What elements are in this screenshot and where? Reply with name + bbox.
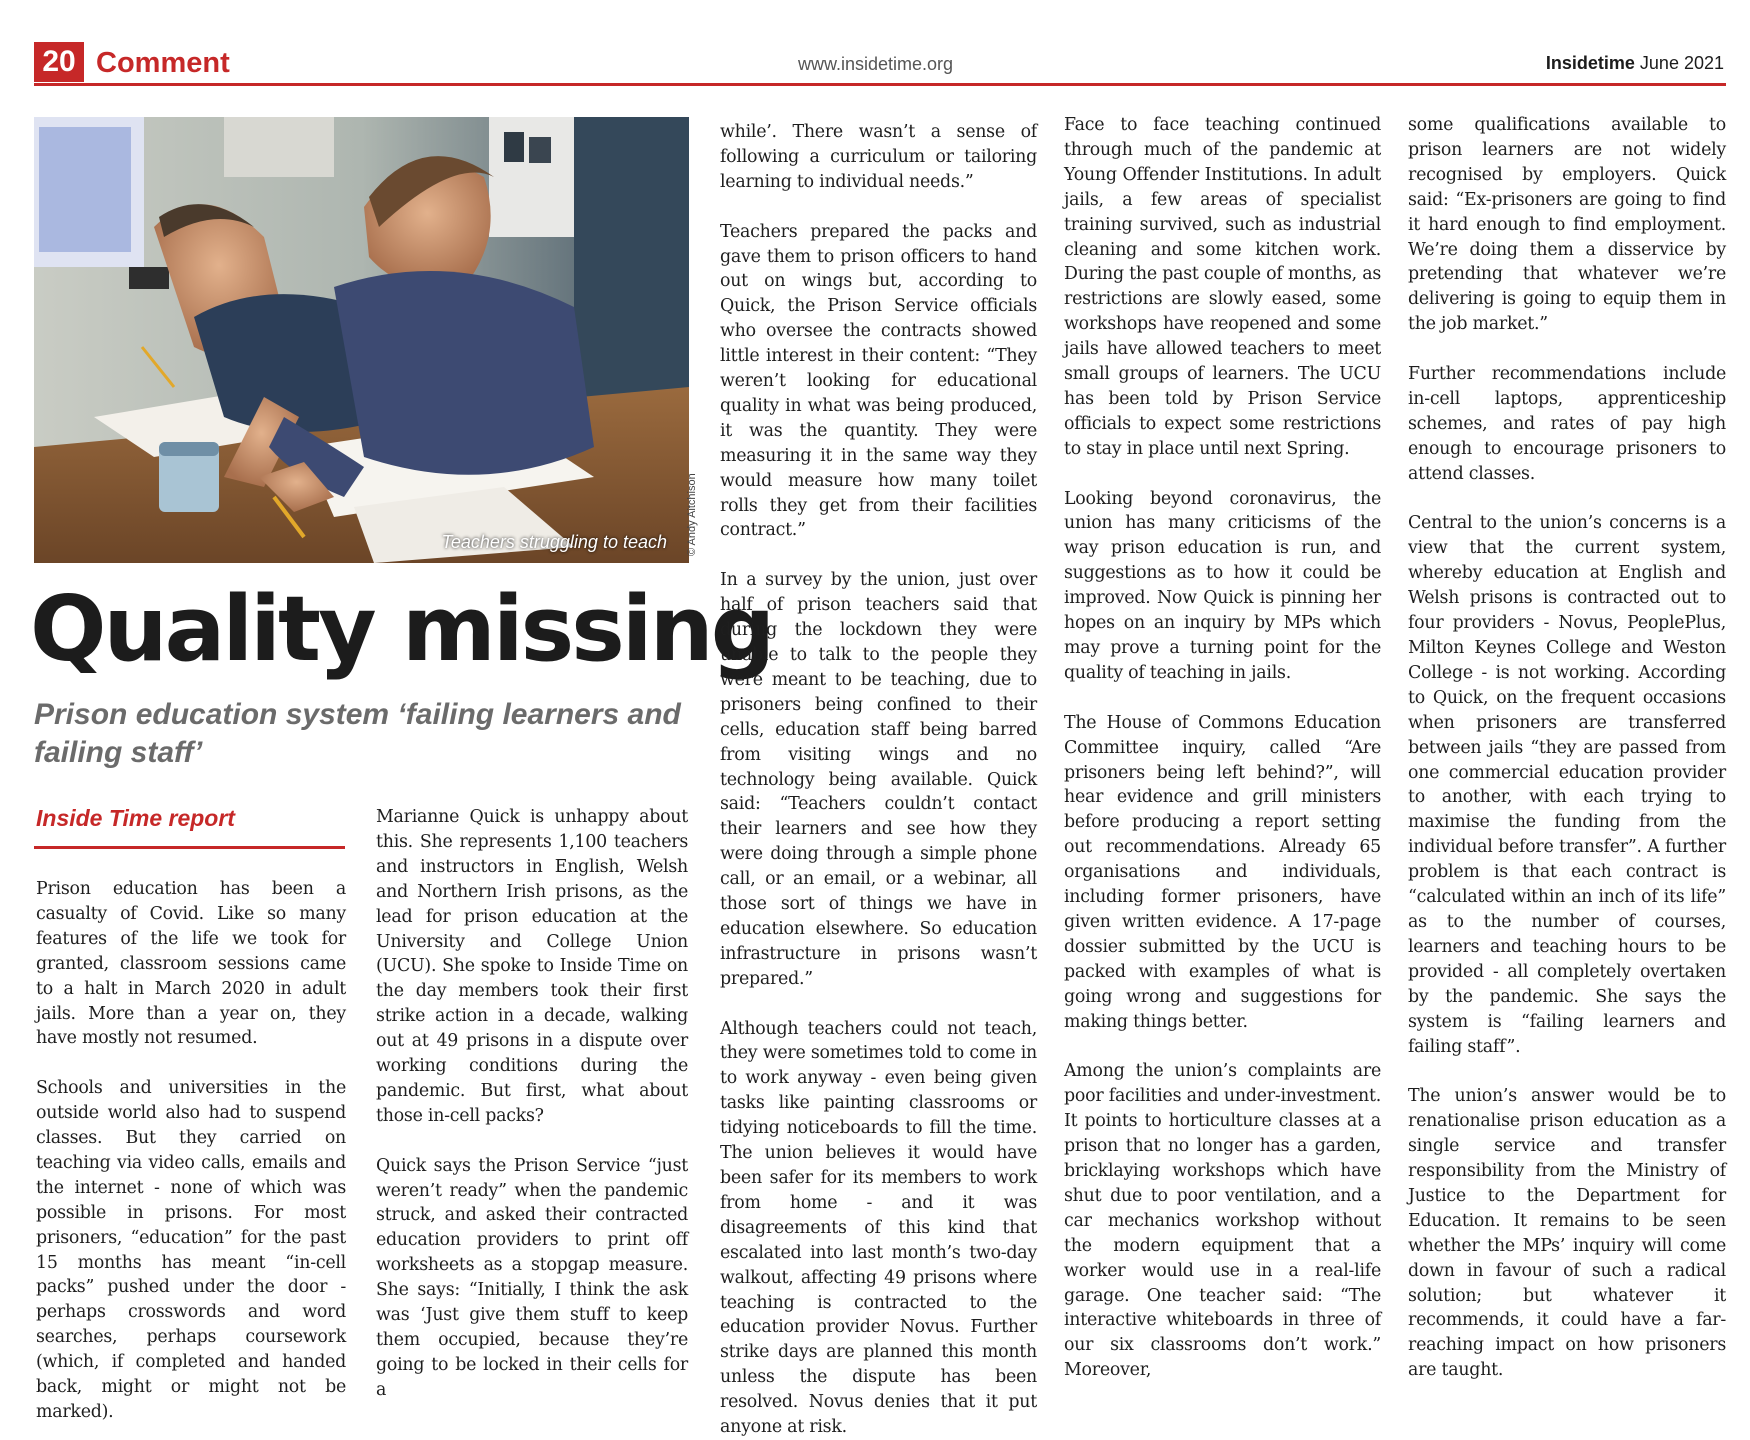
paragraph: Quick says the Prison Service “just weren’t ready” when the pandemic struck, and asked their contracted education providers to print off worksheets as a stopgap measure. She says: “Initially, I think the ask was ‘Just give them stuff to keep them occupied, because they’re going to be locked in their cells for a xyxy=(376,1155,688,1400)
article-column-1 xyxy=(36,877,346,1423)
paragraph: some qualifications available to prison learners are not widely recognised by employers. Quick said: “Ex-prisoners are going to find it hard enough to find employment. We’re doing them a disservice by pretending that whatever we’re delivering is going to equip them in the job market.” xyxy=(1408,115,1726,335)
site-url[interactable]: www.insidetime.org xyxy=(798,54,954,74)
section-title: Comment xyxy=(96,47,230,79)
article-column-4 xyxy=(1064,113,1381,1381)
paragraph: The House of Commons Education Committee inquiry, called “Are prisoners being left behind?”, will hear evidence and grill ministers before producing a report setting out recommendations. Already 65 organisations and individuals, including former prisoners, have given written evidence. A 17-page dossier submitted by the UCU is packed with examples of what is going wrong and suggestions for making things better. xyxy=(1064,712,1381,1032)
article-column-2 xyxy=(376,805,688,1400)
paragraph: Schools and universities in the outside world also had to suspend classes. But they carried on teaching via video calls, emails and the internet - none of which was possible in prisons. For most prisoners, “education” for the past 15 months has meant “in-cell packs” pushed under the door - perhaps crosswords and word searches, perhaps coursework (which, if completed and handed back, might or might not be marked). xyxy=(36,1078,346,1423)
paragraph: Looking beyond coronavirus, the union has many criticisms of the way prison education is run, and suggestions as to how it could be improved. Now Quick is pinning her hopes on an inquiry by MPs which may prove a turning point for the quality of teaching in jails. xyxy=(1064,488,1381,683)
issue-date: June 2021 xyxy=(1639,53,1724,73)
article-column-5 xyxy=(1408,113,1726,1381)
header-rule xyxy=(34,83,1726,86)
photo-caption: Teachers struggling to teach xyxy=(441,532,667,552)
byline: Inside Time report xyxy=(36,805,235,831)
photo-credit: © Andy Aitchison xyxy=(686,473,698,556)
paragraph: Further recommendations include in-cell laptops, apprenticeship schemes, and rates of pay high enough to encourage prisoners to attend classes. xyxy=(1408,364,1726,484)
paragraph: In a survey by the union, just over half of prison teachers said that during the lockdown they were unable to talk to the people they were meant to be teaching, due to prisoners being confined to their cells, education staff being barred from visiting wings and no technology being available. Quick said: “Teachers couldn’t contact their learners and see how they were doing through a simple phone call, or an email, or a webinar, all those sort of things we have in education elsewhere. So education infrastructure in prisons wasn’t prepared.” xyxy=(720,570,1037,989)
issue-info xyxy=(1546,51,1724,75)
paragraph: Among the union’s complaints are poor facilities and under-investment. It points to horticulture classes at a prison that no longer has a garden, bricklaying workshops which have shut due to poor ventilation, and a car mechanics workshop without the modern equipment that a worker would use in a real-life garage. One teacher said: “The interactive whiteboards in three of our six classrooms don’t work.” Moreover, xyxy=(1064,1061,1381,1381)
publication-name: Insidetime xyxy=(1545,53,1635,73)
paragraph: Although teachers could not teach, they were sometimes told to come in to work anyway - even being given tasks like painting classrooms or tidying noticeboards to fill the time. The union believes it would have been safer for its members to work from home - and it was disagreements of this kind that escalated into last month’s two-day walkout, affecting 49 prisons where teaching is contracted to the education provider Novus. Further strike days are planned this month unless the dispute has been resolved. Novus denies that it put anyone at risk. xyxy=(720,1018,1037,1438)
paragraph: Central to the union’s concerns is a view that the current system, whereby education at English and Welsh prisons is contracted out to four providers - Novus, PeoplePlus, Milton Keynes College and Weston College - is not working. According to Quick, on the frequent occasions when prisoners are transferred between jails “they are passed from one commercial education provider to another, with each trying to maximise the funding from the individual before transfer”. A further problem is that each contract is “calculated within an inch of its life” as to the number of courses, learners and teaching hours to be provided - all completely overtaken by the pandemic. She says the system is “failing learners and failing staff”. xyxy=(1408,513,1726,1057)
page-number: 20 xyxy=(34,42,84,82)
article-photo xyxy=(34,117,689,563)
classroom-photo-illustration xyxy=(34,117,689,563)
paragraph: Teachers prepared the packs and gave them to prison officers to hand out on wings but, according to Quick, the Prison Service officials who oversee the contracts showed little interest in their content: “They weren’t looking for educational quality in what was being produced, it was the quantity. They were measuring it in the same way they would measure how many toilet rolls they get from their facilities contract.” xyxy=(720,221,1037,541)
headline: Quality missing xyxy=(30,577,773,682)
byline-rule xyxy=(34,846,345,849)
paragraph: while’. There wasn’t a sense of following a curriculum or tailoring learning to individual needs.” xyxy=(720,122,1037,192)
paragraph: Prison education has been a casualty of Covid. Like so many features of the life we took for granted, classroom sessions came to a halt in March 2020 in adult jails. More than a year on, they have mostly not resumed. xyxy=(36,879,346,1049)
paragraph: Face to face teaching continued through much of the pandemic at Young Offender Institutions. In adult jails, a few areas of specialist training survived, such as industrial cleaning and some kitchen work. During the past couple of months, as restrictions are slowly eased, some workshops have reopened and some jails have allowed teachers to meet small groups of learners. The UCU has been told by Prison Service officials to expect some restrictions to stay in place until next Spring. xyxy=(1064,115,1381,459)
paragraph: The union’s answer would be to renationalise prison education as a single service and transfer responsibility from the Ministry of Justice to the Department for Education. It remains to be seen whether the MPs’ inquiry will come down in favour of such a radical solution; but whatever it recommends, it could have a far-reaching impact on how prisoners are taught. xyxy=(1408,1086,1726,1381)
standfirst: Prison education system ‘failing learners and failing staff’ xyxy=(34,698,681,769)
article-column-3 xyxy=(720,120,1037,1438)
paragraph: Marianne Quick is unhappy about this. She represents 1,100 teachers and instructors in English, Welsh and Northern Irish prisons, as the lead for prison education at the University and College Union (UCU). She spoke to Inside Time on the day members took their first strike action in a decade, walking out at 49 prisons in a dispute over working conditions during the pandemic. But first, what about those in-cell packs? xyxy=(376,807,688,1126)
